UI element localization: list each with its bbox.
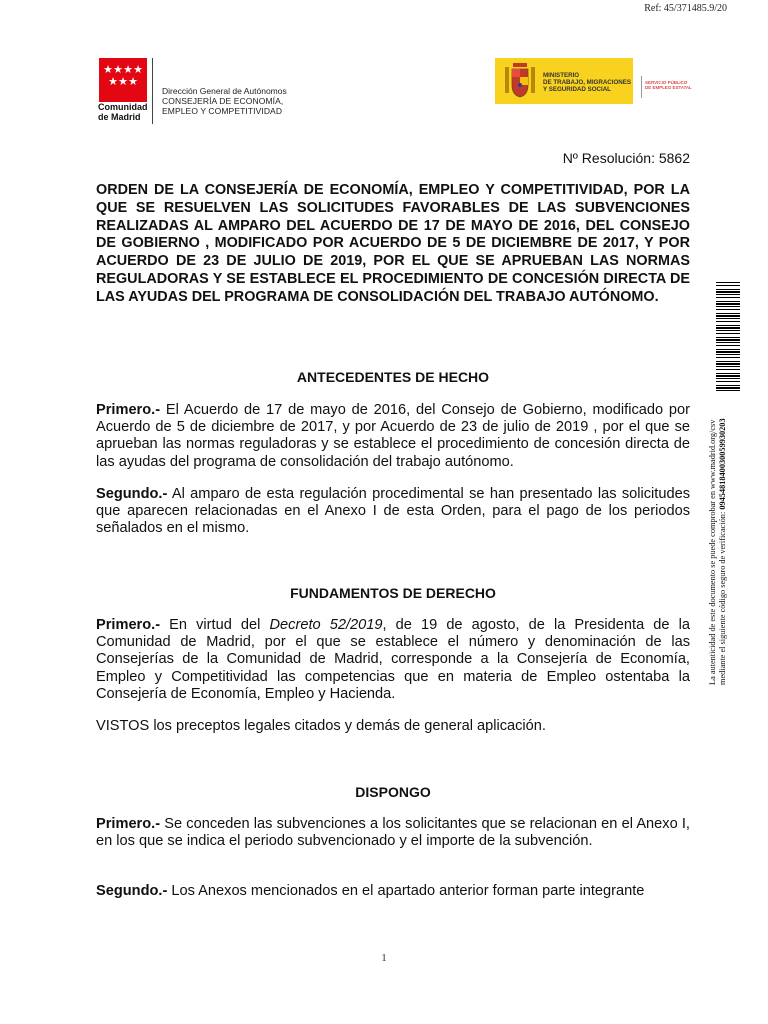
verification-line2: mediante el siguiente código seguro de verificación:: [718, 511, 727, 685]
antecedentes-primero: [96, 402, 690, 471]
text-fundamentos-pre: En virtud del: [160, 617, 270, 633]
dg-line3: EMPLEO Y COMPETITIVIDAD: [162, 106, 283, 116]
text-primero: El Acuerdo de 17 de mayo de 2016, del Consejo de Gobierno, modificado por Acuerdo de 5 de diciembre de 2017, y por Acuerdo de 23 de julio de 2019 , por el que se aprueban las normas reguladoras y se establece el procedimiento de concesión directa de las ayudas del programa de consolidación del trabajo autónomo.: [96, 402, 690, 470]
stars-icon: ★ ★ ★ ★ ★ ★ ★: [103, 64, 143, 88]
ministerio-line1: MINISTERIO: [543, 72, 580, 79]
vistos-text: VISTOS los preceptos legales citados y demás de general aplicación.: [96, 718, 546, 734]
verification-code: 0945481840030059930203: [718, 418, 727, 510]
ministerio-line2: DE TRABAJO, MIGRACIONES: [543, 79, 632, 86]
ministerio-text: [543, 72, 631, 93]
dg-line1: Dirección General de Autónomos: [162, 86, 287, 96]
page-number: 1: [381, 952, 387, 964]
coat-of-arms-icon: [503, 61, 537, 101]
comunidad-de-madrid-logo: [99, 58, 147, 102]
decreto-reference: Decreto 52/2019: [269, 617, 383, 633]
text-fundamentos-post: , de 19 de agosto, de la Presidenta de la Comunidad de Madrid, por el que se establece el número y denominación de las Consejerías de la Comunidad de Madrid, corresponde a la Consejería de Economía, Empleo y Competitividad las competencias que en materia de Empleo ostentaba la Consejería de Economía, Empleo y Hacienda.: [96, 617, 690, 702]
text-segundo: Al amparo de esta regulación procedimental se han presentado las solicitudes que aparecen relacionadas en el Anexo I de esta Orden, para el pago de los periodos señalados en el mismo.: [96, 486, 690, 537]
resolution-number: Nº Resolución: 5862: [562, 150, 690, 166]
heading-antecedentes: ANTECEDENTES DE HECHO: [296, 369, 490, 385]
ministerio-logo: [495, 58, 633, 104]
document-title: ORDEN DE LA CONSEJERÍA DE ECONOMÍA, EMPLEO Y COMPETITIVIDAD, POR LA QUE SE RESUELVEN LAS SOLICITUDES FAVORABLES DE LAS SUBVENCIONES REALIZADAS AL AMPARO DEL ACUERDO DE 17 DE MAYO DE 2016, DEL CONSEJO DE GOBIERNO , MODIFICADO POR ACUERDO DE 5 DE DICIEMBRE DE 2017, Y POR ACUERDO DE 23 DE JULIO DE 2019, POR EL QUE SE APRUEBAN LAS NORMAS REGULADORAS Y SE ESTABLECE EL PROCEDIMIENTO DE CONCESIÓN DIRECTA DE LAS AYUDAS DEL PROGRAMA DE CONSOLIDACIÓN DEL TRABAJO AUTÓNOMO.: [96, 182, 690, 305]
madrid-logo-text: [98, 102, 148, 122]
label-dispongo-primero: Primero.-: [96, 816, 161, 832]
sepe-text: [645, 80, 692, 90]
antecedentes-segundo: [96, 486, 690, 538]
label-fundamentos-primero: Primero.-: [96, 617, 161, 633]
reference-number: Ref: 45/371485.9/20: [644, 3, 727, 14]
text-dispongo-segundo: Los Anexos mencionados en el apartado anterior forman parte integrante: [167, 883, 645, 899]
dg-line2: CONSEJERÍA DE ECONOMÍA,: [162, 96, 284, 106]
madrid-line2: de Madrid: [98, 112, 141, 122]
vistos-paragraph: [96, 718, 690, 735]
fundamentos-primero: [96, 617, 690, 703]
direccion-general-block: [162, 86, 287, 116]
madrid-line1: Comunidad: [98, 102, 148, 112]
header-divider: [152, 58, 153, 124]
dispongo-primero: [96, 816, 690, 850]
barcode-icon: [716, 282, 740, 392]
label-dispongo-segundo: Segundo.-: [96, 883, 168, 899]
verification-text: [708, 418, 728, 685]
sepe-divider: [641, 76, 642, 98]
verification-line1: La autenticidad de este documento se puede comprobar en www.madrid.org/csv: [708, 419, 717, 685]
dispongo-segundo: [96, 883, 690, 900]
heading-fundamentos: FUNDAMENTOS DE DERECHO: [290, 585, 496, 601]
label-segundo: Segundo.-: [96, 486, 168, 502]
label-primero: Primero.-: [96, 402, 161, 418]
sepe-line1: SERVICIO PÚBLICO: [645, 80, 688, 85]
text-dispongo-primero: Se conceden las subvenciones a los solicitantes que se relacionan en el Anexo I, en los que se indica el periodo subvencionado y el importe de la subvención.: [96, 816, 690, 850]
sepe-line2: DE EMPLEO ESTATAL: [645, 85, 692, 90]
ministerio-line3: Y SEGURIDAD SOCIAL: [543, 86, 611, 93]
heading-dispongo: DISPONGO: [355, 784, 431, 800]
